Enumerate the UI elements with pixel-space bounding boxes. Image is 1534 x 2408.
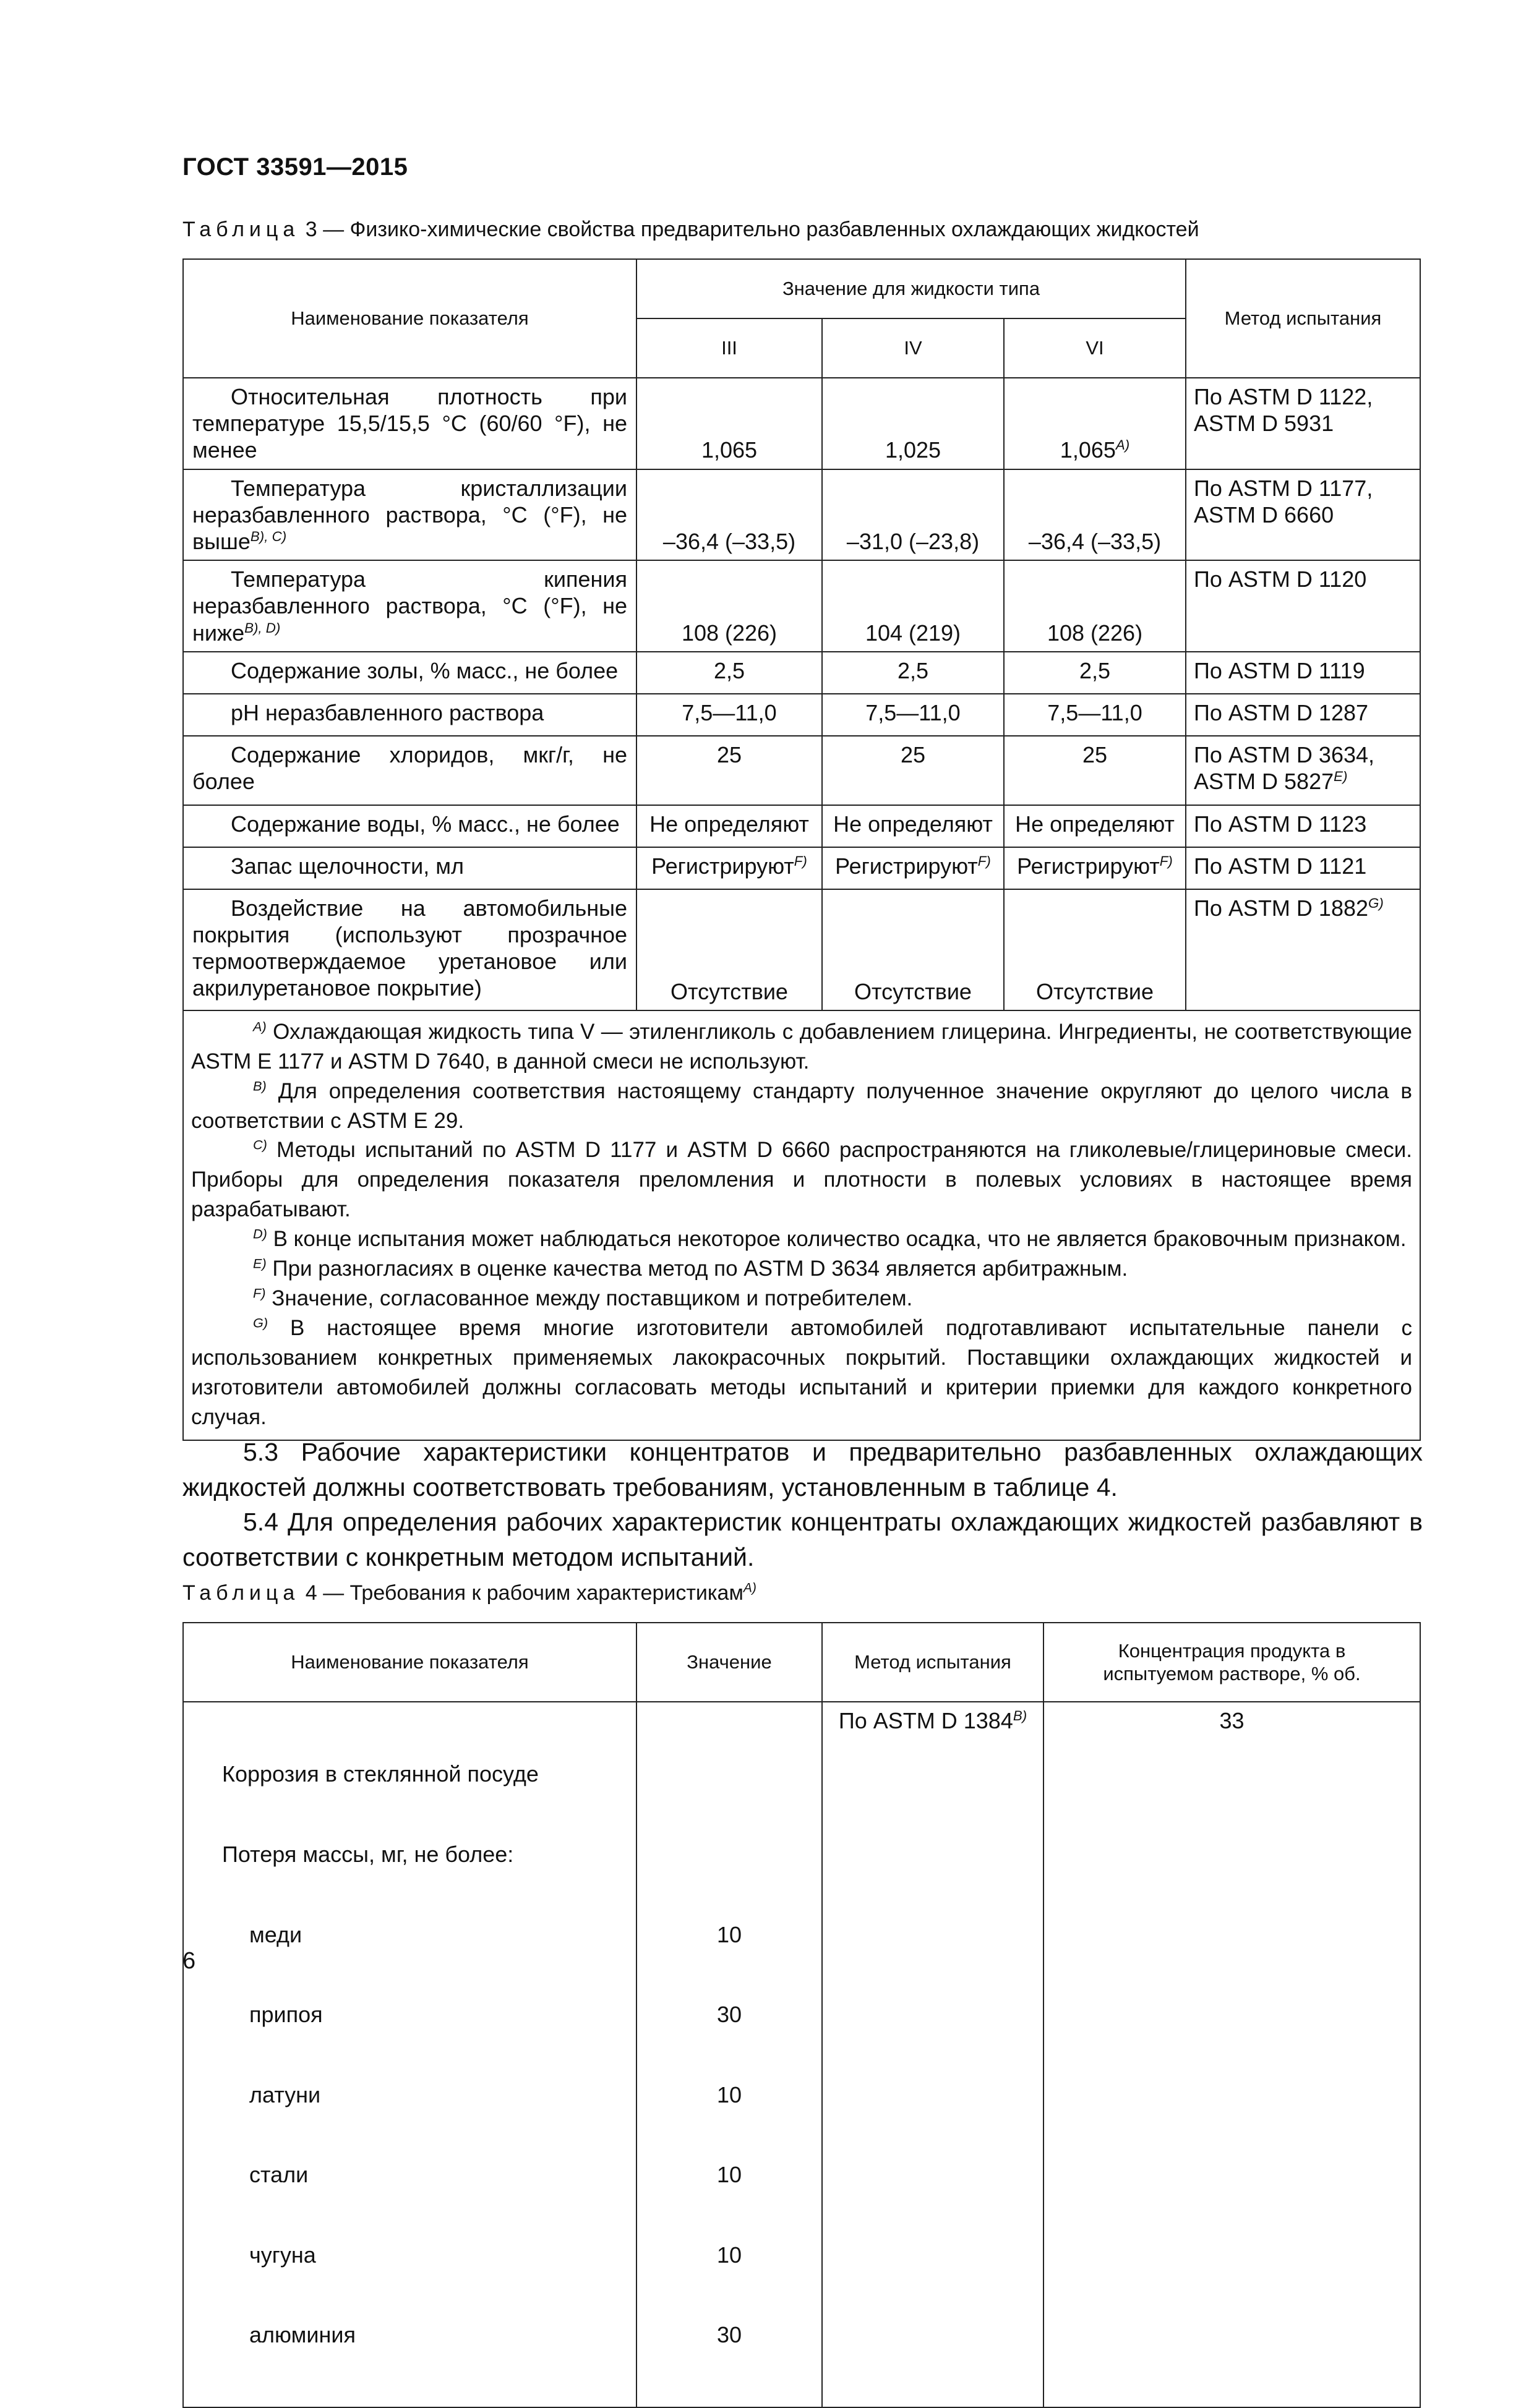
row-name: Содержание воды, % масс., не более bbox=[183, 805, 636, 847]
method-cell: По ASTM D 1121 bbox=[1186, 847, 1420, 889]
paragraph-5-3: 5.3 Рабочие характеристики концентратов и предварительно разбавленных охлаждающих жидкостей должны соответствовать требованиям, установленным в таблице 4. bbox=[182, 1438, 1423, 1501]
value-iii: 25 bbox=[636, 736, 822, 805]
table4-header-name: Наименование показателя bbox=[183, 1623, 636, 1702]
metal-value: 10 bbox=[716, 2162, 742, 2188]
row-name: Воздействие на автомобильные покрытия (используют прозрачное термоотверждаемое уретановое или акрилуретановое покрытие) bbox=[183, 889, 636, 1010]
method-cell: По ASTM D 1120 bbox=[1186, 560, 1420, 652]
value-iv: 7,5—11,0 bbox=[822, 694, 1004, 736]
table-row bbox=[183, 652, 1420, 694]
row-name: Содержание хлоридов, мкг/г, не более bbox=[183, 736, 636, 805]
value-iv: 2,5 bbox=[822, 652, 1004, 694]
method-cell: По ASTM D 1122, ASTM D 5931 bbox=[1186, 378, 1420, 469]
method-cell: По ASTM D 1123 bbox=[1186, 805, 1420, 847]
footnote: $^{C)}$ Методы испытаний по ASTM D 1177 и ASTM D 6660 распространяются на гликолевые/глицериновые смеси. Приборы для определения показателя преломления и плотности в полевых условиях в настоящее время разрабатывают. bbox=[191, 1137, 1413, 1222]
table3-header-type-vi: VI bbox=[1004, 318, 1186, 378]
method-cell: По ASTM D 3634, ASTM D $5827^{E)}$ bbox=[1186, 736, 1420, 805]
table4-header-value: Значение bbox=[636, 1623, 822, 1702]
page-number: 6 bbox=[182, 1948, 196, 1974]
table-row bbox=[183, 694, 1420, 736]
metal-value: 10 bbox=[716, 1921, 742, 1947]
metal-value: 10 bbox=[716, 2242, 742, 2268]
table3-caption-text: 3 — Физико-химические свойства предварительно разбавленных охлаждающих жидкостей bbox=[299, 218, 1199, 241]
method-cell: По ASTM D $1882^{G)}$ bbox=[1186, 889, 1420, 1010]
value-iii: Отсутствие bbox=[636, 889, 822, 1010]
value-vi: Регистрируют$^{F)}$ bbox=[1004, 847, 1186, 889]
table4-caption-sup: A) bbox=[743, 1581, 756, 1595]
value-iii: –36,4 (–33,5) bbox=[636, 469, 822, 561]
metal-name: меди bbox=[249, 1921, 302, 1947]
value-iv: –31,0 (–23,8) bbox=[822, 469, 1004, 561]
value-iii: Регистрируют$^{F)}$ bbox=[636, 847, 822, 889]
table-row bbox=[183, 1702, 1420, 2407]
row-name: pH неразбавленного раствора bbox=[183, 694, 636, 736]
metal-name: чугуна bbox=[249, 2242, 316, 2268]
table4-method: По ASTM D $1384^{B)}$ bbox=[822, 1702, 1043, 2407]
table4-concentration: 33 bbox=[1043, 1702, 1420, 2407]
table3-header-method: Метод испытания bbox=[1186, 259, 1420, 378]
metal-value: 30 bbox=[716, 2322, 742, 2348]
document-code: ГОСТ 33591—2015 bbox=[182, 153, 408, 181]
table-row bbox=[183, 847, 1420, 889]
row-name: Относительная плотность при температуре 15,5/15,5 °С (60/60 °F), не менее bbox=[183, 378, 636, 469]
table4-header-method: Метод испытания bbox=[822, 1623, 1043, 1702]
value-vi: –36,4 (–33,5) bbox=[1004, 469, 1186, 561]
table3-footnotes bbox=[183, 1010, 1420, 1440]
method-cell: По ASTM D 1177, ASTM D 6660 bbox=[1186, 469, 1420, 561]
value-iv: 1,025 bbox=[822, 378, 1004, 469]
row-name: Температура кристаллизации неразбавленного раствора, °С (°F), не выше$^{B), C)}$ bbox=[183, 469, 636, 561]
value-iii: 2,5 bbox=[636, 652, 822, 694]
metal-name: припоя bbox=[249, 2002, 323, 2028]
table3-caption-prefix: Таблица bbox=[182, 218, 300, 241]
table4-row-name bbox=[183, 1702, 636, 2407]
footnote: $^{G)}$ В настоящее время многие изготовители автомобилей подготавливают испытательные панели с использованием конкретных применяемых лакокрасочных покрытий. Поставщики охлаждающих жидкостей и изготовители автомобилей должны согласовать методы испытаний и критерии приемки для каждого конкретного случая. bbox=[191, 1315, 1413, 1429]
value-vi: Отсутствие bbox=[1004, 889, 1186, 1010]
value-iv: Не определяют bbox=[822, 805, 1004, 847]
metal-name: стали bbox=[249, 2162, 309, 2188]
value-vi: $1,065^{A)}$ bbox=[1004, 378, 1186, 469]
value-iii: 1,065 bbox=[636, 378, 822, 469]
value-iv: 25 bbox=[822, 736, 1004, 805]
table3 bbox=[182, 258, 1421, 1441]
table-row bbox=[183, 378, 1420, 469]
value-iv: 104 (219) bbox=[822, 560, 1004, 652]
method-cell: По ASTM D 1287 bbox=[1186, 694, 1420, 736]
table3-header-type-iii: III bbox=[636, 318, 822, 378]
table-row bbox=[183, 560, 1420, 652]
mass-loss-subtitle: Потеря массы, мг, не более: bbox=[222, 1841, 514, 1867]
footnote: $^{A)}$ Охлаждающая жидкость типа V — этиленгликоль с добавлением глицерина. Ингредиенты, не соответствующие ASTM E 1177 и ASTM D 7640, в данной смеси не используют. bbox=[191, 1018, 1413, 1074]
value-vi: 7,5—11,0 bbox=[1004, 694, 1186, 736]
metal-value: 30 bbox=[716, 2002, 742, 2028]
footnote: $^{F)}$ Значение, согласованное между поставщиком и потребителем. bbox=[253, 1285, 913, 1311]
table-row bbox=[183, 469, 1420, 561]
table4-caption-prefix: Таблица bbox=[182, 1581, 300, 1605]
footnote: $^{D)}$ В конце испытания может наблюдаться некоторое количество осадка, что не является браковочным признаком. bbox=[253, 1226, 1407, 1252]
row-name: Запас щелочности, мл bbox=[183, 847, 636, 889]
value-vi: Не определяют bbox=[1004, 805, 1186, 847]
body-text bbox=[182, 1435, 1423, 1574]
value-iv: Регистрируют$^{F)}$ bbox=[822, 847, 1004, 889]
table3-caption bbox=[182, 218, 1199, 242]
value-vi: 108 (226) bbox=[1004, 560, 1186, 652]
value-iii: Не определяют bbox=[636, 805, 822, 847]
table4-header-concentration: Концентрация продукта в испытуемом растворе, % об. bbox=[1043, 1623, 1420, 1702]
value-iii: 7,5—11,0 bbox=[636, 694, 822, 736]
table3-header-value-group: Значение для жидкости типа bbox=[636, 259, 1186, 318]
table-row bbox=[183, 889, 1420, 1010]
value-vi: 2,5 bbox=[1004, 652, 1186, 694]
table-row bbox=[183, 736, 1420, 805]
footnote: $^{E)}$ При разногласиях в оценке качества метод по ASTM D 3634 является арбитражным. bbox=[253, 1255, 1128, 1281]
corrosion-title: Коррозия в стеклянной посуде bbox=[222, 1761, 539, 1787]
value-iv: Отсутствие bbox=[822, 889, 1004, 1010]
row-name: Содержание золы, % масс., не более bbox=[183, 652, 636, 694]
method-cell: По ASTM D 1119 bbox=[1186, 652, 1420, 694]
table4 bbox=[182, 1622, 1421, 2408]
paragraph-5-4: 5.4 Для определения рабочих характеристик концентраты охлаждающих жидкостей разбавляют в соответствии с конкретным методом испытаний. bbox=[182, 1508, 1423, 1571]
metal-name: алюминия bbox=[249, 2322, 356, 2348]
table3-header-name: Наименование показателя bbox=[183, 259, 636, 378]
table3-footnotes-row bbox=[183, 1010, 1420, 1440]
value-iii: 108 (226) bbox=[636, 560, 822, 652]
metal-value: 10 bbox=[716, 2081, 742, 2107]
table4-caption bbox=[182, 1581, 756, 1605]
table4-caption-text: 4 — Требования к рабочим характеристикам bbox=[299, 1581, 743, 1605]
row-name: Температура кипения неразбавленного раствора, °С (°F), не ниже$^{B), D)}$ bbox=[183, 560, 636, 652]
value-vi: 25 bbox=[1004, 736, 1186, 805]
table-row bbox=[183, 805, 1420, 847]
footnote: $^{B)}$ Для определения соответствия настоящему стандарту полученное значение округляют до целого числа в соответствии с ASTM E 29. bbox=[191, 1077, 1413, 1133]
table4-row-values bbox=[636, 1702, 822, 2407]
table3-header-type-iv: IV bbox=[822, 318, 1004, 378]
metal-name: латуни bbox=[249, 2081, 321, 2107]
